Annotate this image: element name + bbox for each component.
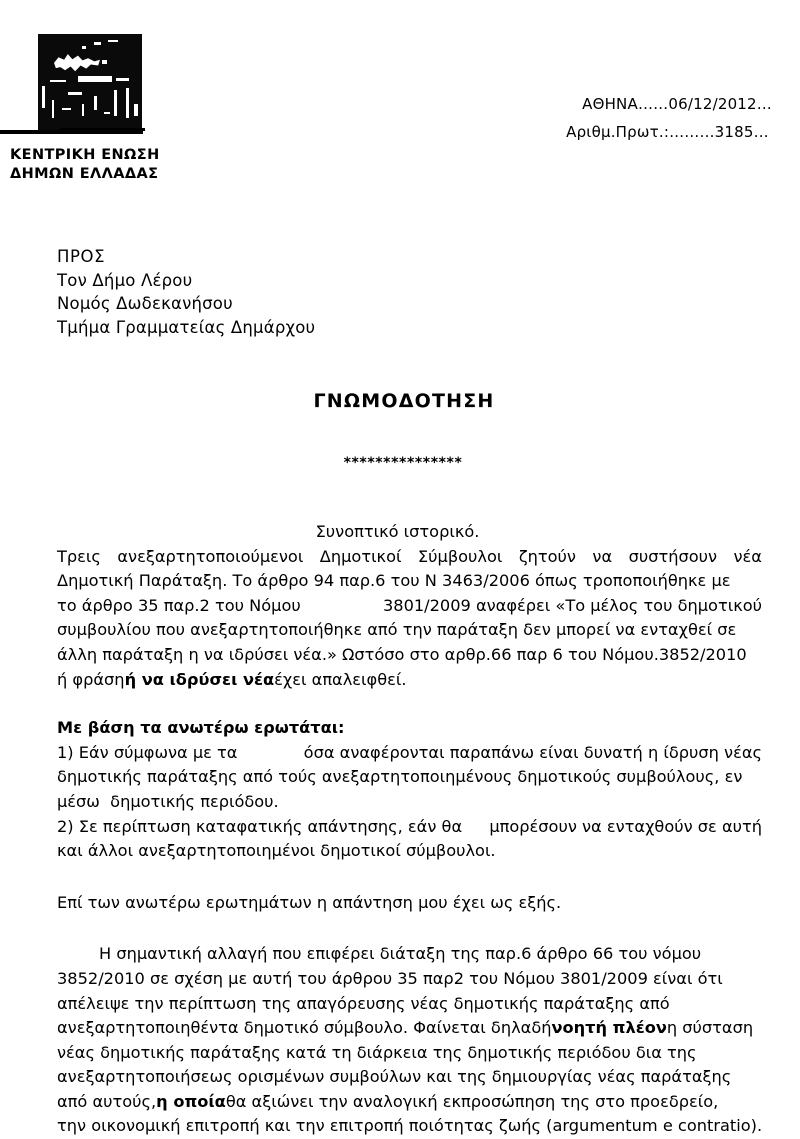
organization-name-line2: ΔΗΜΩΝ ΕΛΛΑΔΑΣ [10,166,159,182]
question-1 [57,741,762,815]
text-line: 3852/2010 σε σχέση με αυτή του άρθρου 35 παρ2 του Νόμου 3801/2009 είναι ότι [57,968,723,988]
organization-name [10,146,240,184]
city-date-line: ΑΘΗΝΑ……06/12/2012… [582,95,772,113]
recipient-line-3: Τμήμα Γραμματείας Δημάρχου [57,317,316,337]
emphasis-text: ή να ιδρύσει νέα [124,669,275,689]
questions-heading: Με βάση τα ανωτέρω ερωτάται: [57,718,345,738]
logo-speck [82,46,86,49]
opinion-paragraph [57,942,762,1139]
emphasis-text: η οποία [156,1091,226,1111]
logo-speck [82,104,84,116]
text-line: Η σημαντική αλλαγή που επιφέρει διάταξη της παρ.6 άρθρο 66 του νόμου [99,944,702,964]
answer-intro: Επί των ανωτέρω ερωτημάτων η απάντηση μου έχει ως εξής. [57,892,562,912]
text-line: από αυτούς,η οποίαθα αξιώνει την αναλογική εκπροσώπηση της στο προεδρείο, [57,1090,762,1115]
text-line: άλλη παράταξη η να ιδρύσει νέα.» Ωστόσο στο αρθρ.66 παρ 6 του Νόμου.3852/2010 [57,644,747,664]
logo-speck [126,88,129,118]
recipient-heading: ΠΡΟΣ [57,247,106,266]
text-line: 1) Εάν σύμφωνα με τα όσα αναφέρονται παραπάνω είναι δυνατή η ίδρυση νέας [57,742,762,762]
history-heading: Συνοπτικό ιστορικό. [315,522,480,541]
document-title: ΓΝΩΜΟΔΟΤΗΣΗ [313,390,495,412]
text-line: νέας δημοτικής παράταξης κατά τη διάρκεια της δημοτικής περιόδου δια της [57,1042,697,1062]
logo-speck [104,112,110,114]
text-line: ανεξαρτητοποιηθέντα δημοτικό σύμβουλο. Φαίνεται δηλαδήνοητή πλέονη σύσταση [57,1016,762,1041]
document-meta [566,90,772,146]
greece-map-logo-icon [38,34,142,130]
logo-speck [114,90,117,116]
recipient-line-1: Τον Δήμο Λέρου [57,270,193,290]
emphasis-text: νοητή πλέον [551,1018,667,1038]
text-line: ανεξαρτητοποιήσεως ορισμένων συμβούλων και της δημιουργίας νέας παράταξης [57,1067,732,1087]
text-line: Δημοτική Παράταξη. Το άρθρο 94 παρ.6 του Ν 3463/2006 όπως τροποποιήθηκε με [57,571,731,591]
text-line: την οικονομική επιτροπή και την επιτροπή ποιότητας ζωής (argumentum e contratio). [57,1116,763,1136]
text-line: ή φράσηή να ιδρύσει νέαέχει απαλειφθεί. [57,668,762,693]
logo-speck [134,104,138,116]
logo-speck [94,96,97,110]
text-line: δημοτικής παράταξης από τούς ανεξαρτητοποιημένους δημοτικούς συμβούλους, εν [57,767,743,787]
text-line: συμβουλίου που ανεξαρτητοποιήθηκε από την παράταξη δεν μπορεί να ενταχθεί σε [57,620,737,640]
text-line: Τρεις ανεξαρτητοποιούμενοι Δημοτικοί Σύμβουλοι ζητούν να συστήσουν νέα [57,546,762,566]
text-line: και άλλοι ανεξαρτητοποιημένοι δημοτικοί σύμβουλοι. [57,841,496,861]
letterhead-rule-secondary [60,128,145,131]
document-body [57,520,762,1139]
protocol-number-line: Αριθμ.Πρωτ.:………3185… [566,123,769,141]
logo-speck [102,60,107,64]
text-line: μέσω δημοτικής περιόδου. [57,791,279,811]
question-2 [57,815,762,864]
logo-speck [108,40,118,42]
logo-speck [52,100,54,118]
logo-speck [94,42,101,45]
asterisk-separator: *************** [343,455,463,471]
logo-bar [78,76,112,82]
logo-speck [116,78,129,81]
greece-map-shape [54,52,100,78]
history-paragraph [57,545,762,693]
text-line: το άρθρο 35 παρ.2 του Νόμου 3801/2009 αναφέρει «Το μέλος του δημοτικού [57,595,762,615]
text-line: απέλειψε την περίπτωση της απαγόρευσης νέας δημοτικής παράταξης από [57,993,670,1013]
text-line: 2) Σε περίπτωση καταφατικής απάντησης, εάν θα μπορέσουν να ενταχθούν σε αυτή [57,816,762,836]
logo-speck [42,86,45,108]
logo-speck [50,80,66,82]
logo-speck [68,92,82,95]
organization-name-line1: ΚΕΝΤΡΙΚΗ ΕΝΩΣΗ [10,147,160,163]
recipient-block [57,245,315,339]
recipient-line-2: Νομός Δωδεκανήσου [57,294,233,313]
logo-speck [62,108,71,110]
